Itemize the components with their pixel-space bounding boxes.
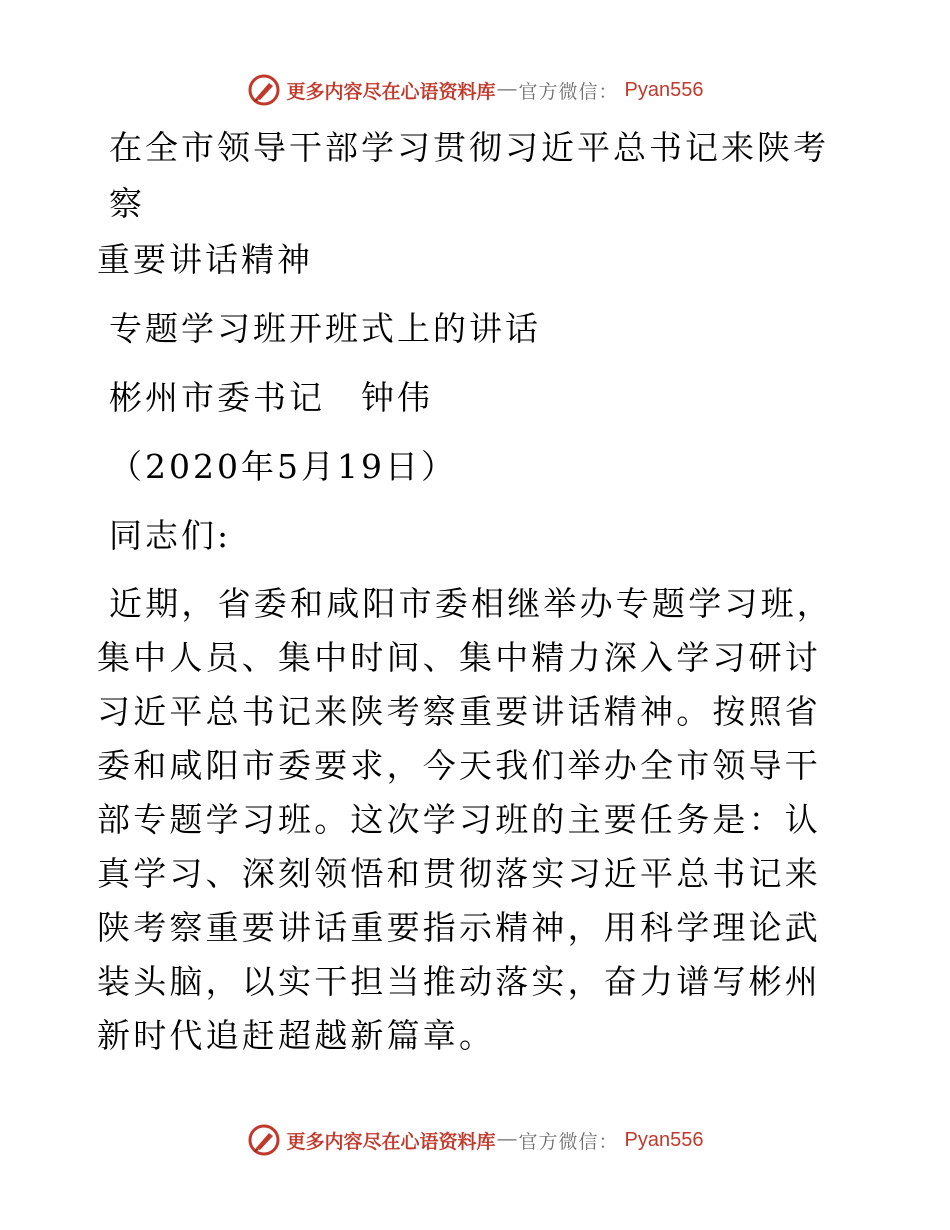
footer-banner (0, 1120, 950, 1160)
salutation: 同志们: (109, 516, 232, 555)
banner-wechat-id: Pyan556 (624, 78, 704, 101)
document-subtitle: 专题学习班开班式上的讲话 (109, 309, 541, 348)
document-body (97, 120, 857, 1063)
document-title (97, 120, 857, 288)
title-line-1: 在全市领导干部学习贯彻习近平总书记来陕考察 (109, 128, 829, 223)
banner-wechat-id: Pyan556 (624, 1128, 704, 1151)
pen-logo-icon (247, 1123, 281, 1157)
banner-library-text: 更多内容尽在心语资料库 (286, 80, 496, 103)
title-line-2: 重要讲话精神 (97, 240, 313, 279)
header-banner (0, 70, 950, 110)
date-line: （2020年5月19日） (109, 447, 457, 486)
author-line: 彬州市委书记 钟伟 (109, 378, 433, 417)
pen-logo-icon (247, 73, 281, 107)
banner-library-text: 更多内容尽在心语资料库 (286, 1130, 496, 1153)
banner-dash: — (497, 79, 517, 100)
banner-wechat-label: 官方微信： (518, 80, 619, 103)
body-paragraph: 近期，省委和咸阳市委相继举办专题学习班，集中人员、集中时间、集中精力深入学习研讨习近平总书记来陕考察重要讲话精神。按照省委和咸阳市委要求，今天我们举办全市领导干部专题学习班。这次学习班的主要任务是：认真学习、深刻领悟和贯彻落实习近平总书记来陕考察重要讲话重要指示精神，用科学理论武装头脑，以实干担当推动落实，奋力谱写彬州新时代追赶超越新篇章。 (97, 584, 833, 1055)
banner-wechat-label: 官方微信： (518, 1130, 619, 1153)
banner-dash: — (497, 1129, 517, 1150)
